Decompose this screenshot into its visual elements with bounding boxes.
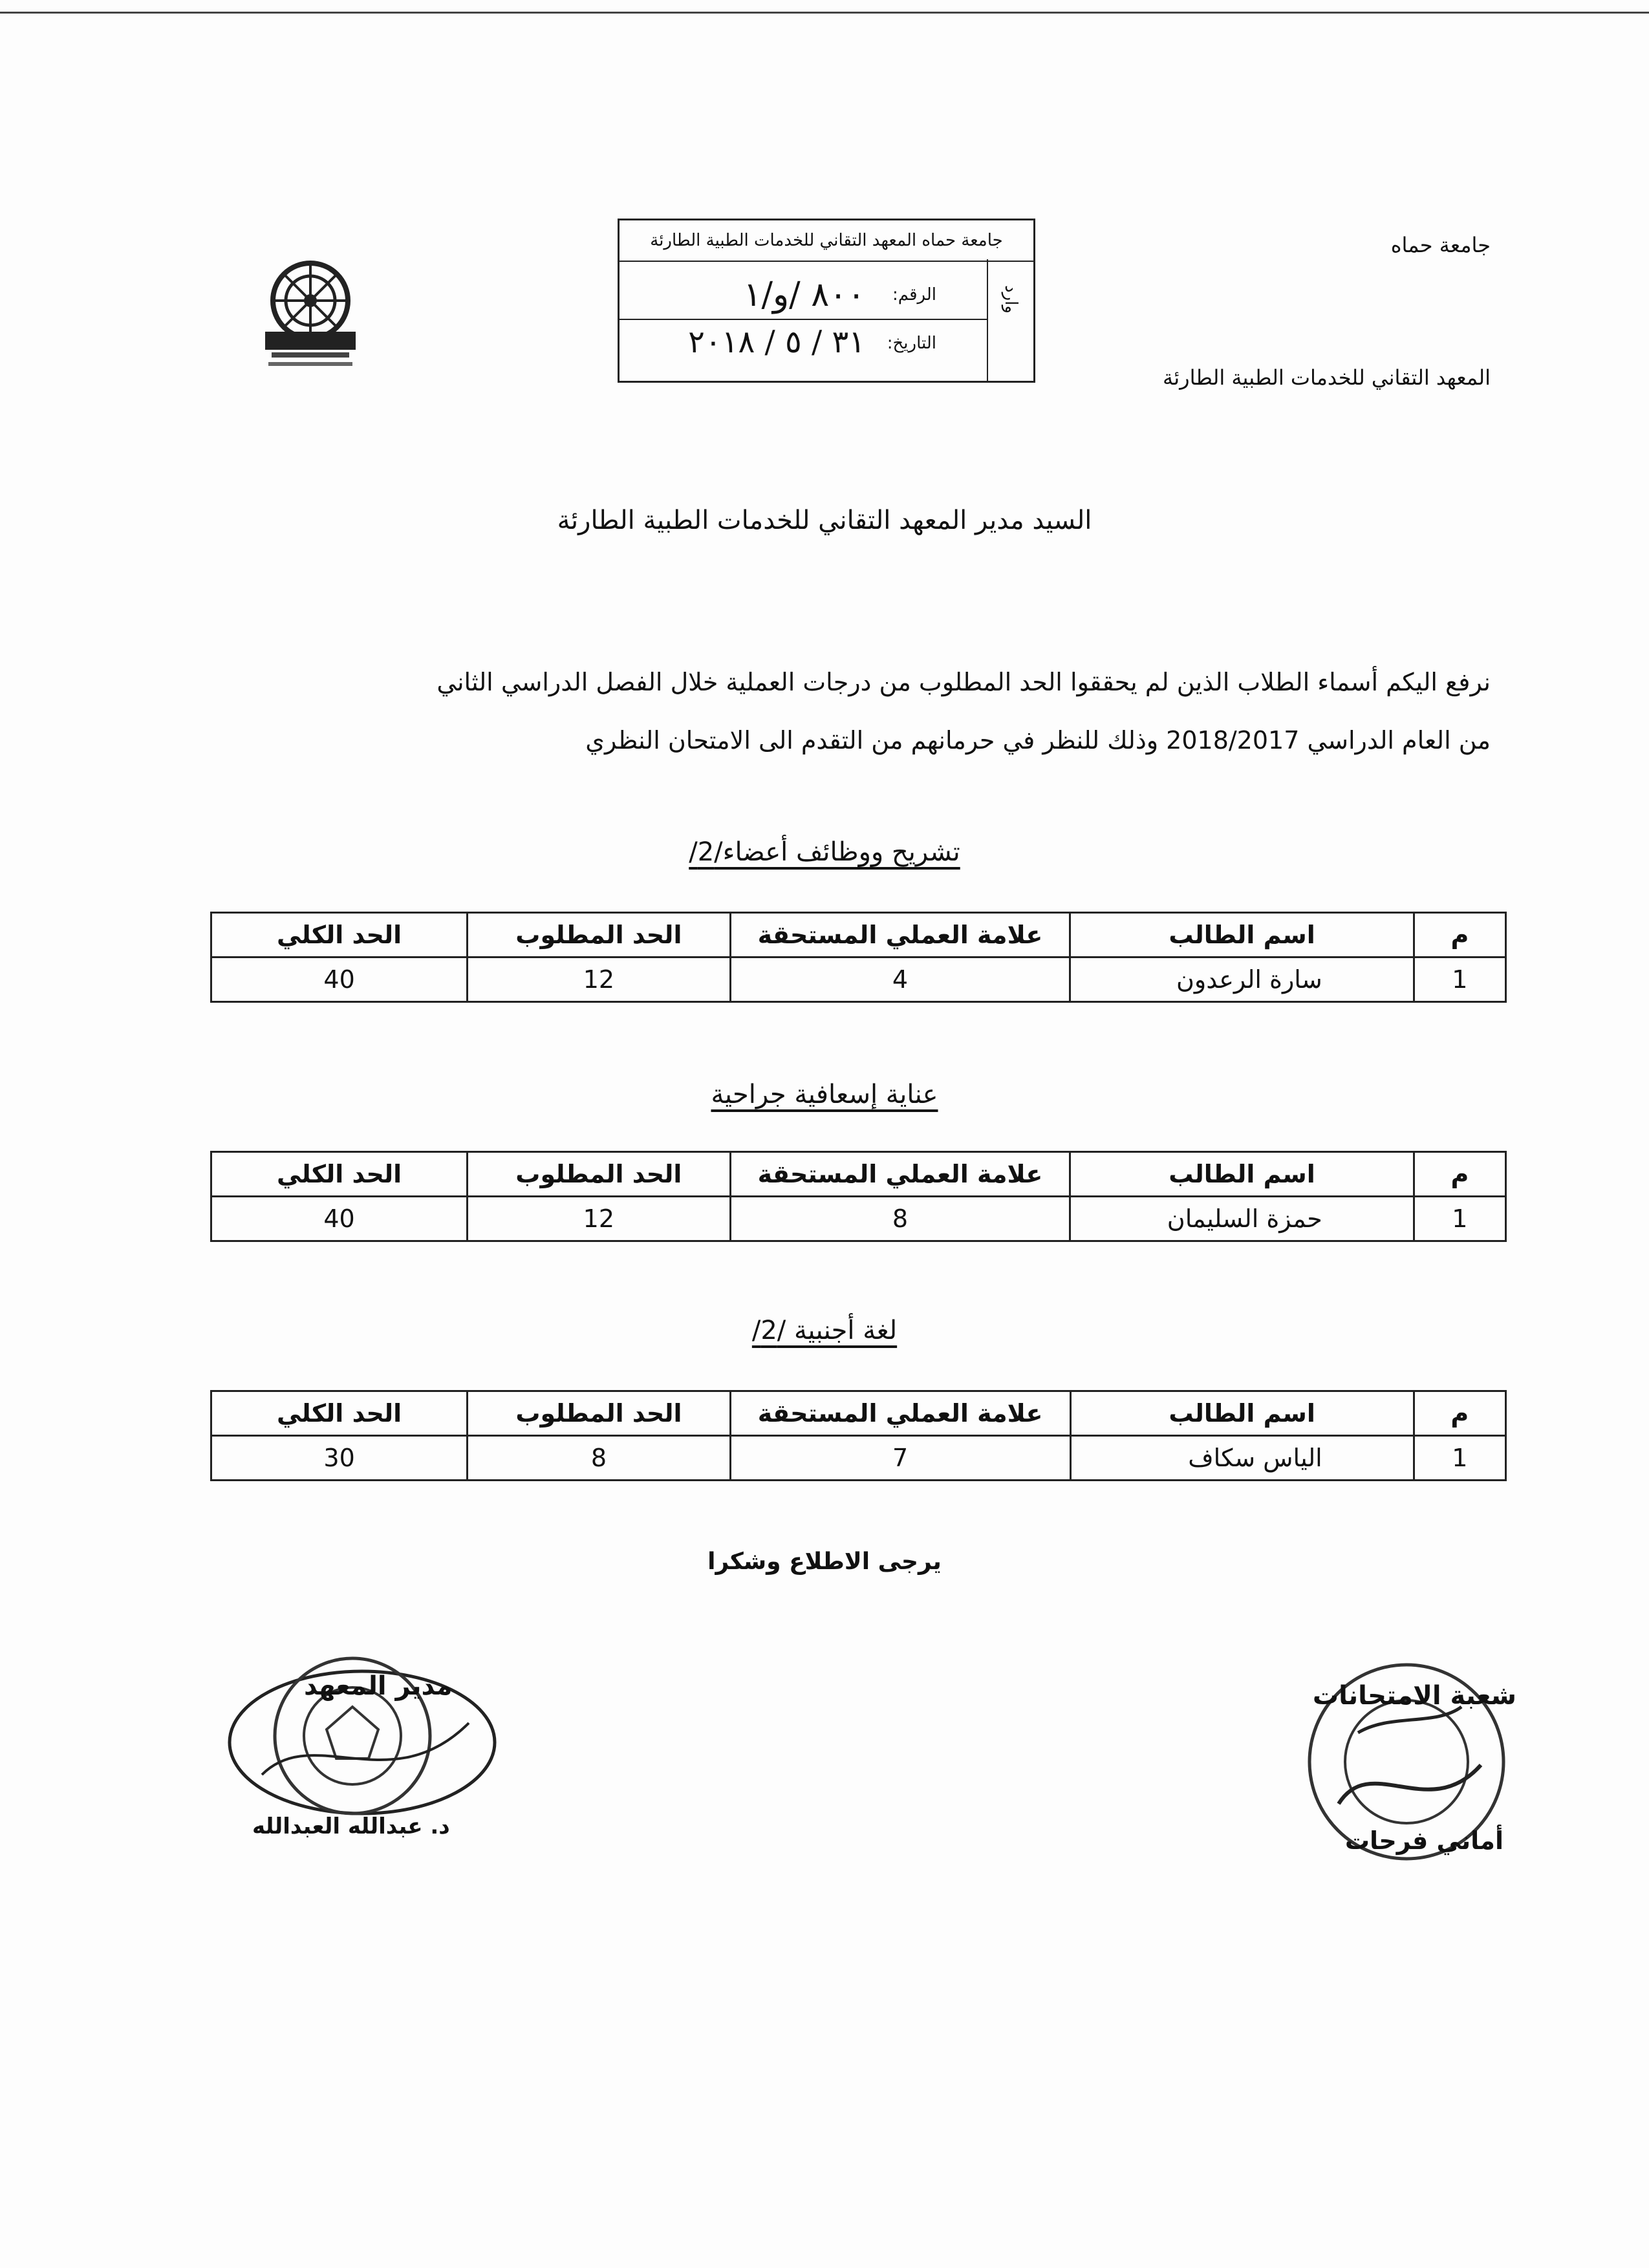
- closing-line: يرجى الاطلاع وشكرا: [707, 1548, 942, 1575]
- stamp-side-text: وارد: [1001, 285, 1020, 314]
- cell-mark: 7: [730, 1436, 1070, 1481]
- header-practical-mark: علامة العملي المستحقة: [730, 1152, 1070, 1197]
- cell-index: 1: [1414, 1436, 1505, 1481]
- header-student-name: اسم الطالب: [1070, 913, 1414, 957]
- incoming-reference-stamp: [618, 219, 1035, 383]
- right-signatory-title: شعبة الامتحانات: [1312, 1681, 1516, 1711]
- institute-name: المعهد التقاني للخدمات الطبية الطارئة: [1163, 365, 1491, 390]
- right-signatory-name: أماني فرحات: [1344, 1826, 1503, 1855]
- table-header-row: [211, 1152, 1506, 1197]
- cell-index: 1: [1414, 1197, 1505, 1241]
- section-title: تشريح ووظائف أعضاء/2/: [689, 837, 960, 867]
- stamp-separator: [620, 319, 988, 320]
- section-title: عناية إسعافية جراحية: [711, 1080, 938, 1109]
- cell-required: 12: [468, 957, 730, 1002]
- cell-student-name: حمزة السليمان: [1070, 1197, 1414, 1241]
- header-practical-mark: علامة العملي المستحقة: [730, 1391, 1070, 1436]
- header-practical-mark: علامة العملي المستحقة: [730, 913, 1070, 957]
- stamp-side-column: [987, 259, 1033, 381]
- table-row: [211, 1197, 1506, 1241]
- header-student-name: اسم الطالب: [1070, 1152, 1414, 1197]
- left-signatory-title: مدير المعهد: [304, 1671, 453, 1701]
- page-top-border: [0, 12, 1649, 14]
- table-header-row: [211, 1391, 1506, 1436]
- table-row: [211, 957, 1506, 1002]
- grades-table: [210, 1151, 1507, 1242]
- body-line-1: نرفع اليكم أسماء الطلاب الذين لم يحققوا الحد المطلوب من درجات العملية خلال الفصل الدراسي الثاني: [436, 668, 1491, 696]
- header-total: الحد الكلي: [211, 913, 468, 957]
- stamp-ref-value: ٨٠٠ /و/١: [743, 275, 865, 314]
- table-header-row: [211, 913, 1506, 957]
- header-total: الحد الكلي: [211, 1152, 468, 1197]
- body-paragraph: [165, 653, 1491, 769]
- cell-required: 8: [468, 1436, 731, 1481]
- cell-student-name: سارة الرعدون: [1070, 957, 1414, 1002]
- grades-table: [210, 912, 1507, 1003]
- university-name: جامعة حماه: [1390, 233, 1491, 257]
- stamp-date-value: ٣١ / ٥ / ٢٠١٨: [688, 324, 865, 360]
- stamp-header: جامعة حماه المعهد التقاني للخدمات الطبية الطارئة: [620, 220, 1033, 262]
- header-required-min: الحد المطلوب: [468, 1391, 731, 1436]
- header-index: م: [1414, 913, 1505, 957]
- header-index: م: [1414, 1152, 1505, 1197]
- cell-mark: 8: [730, 1197, 1070, 1241]
- cell-total: 40: [211, 957, 468, 1002]
- cell-total: 30: [211, 1436, 468, 1481]
- addressee: السيد مدير المعهد التقاني للخدمات الطبية الطارئة: [557, 506, 1092, 535]
- university-logo-icon: [259, 255, 362, 375]
- header-student-name: اسم الطالب: [1070, 1391, 1414, 1436]
- cell-required: 12: [468, 1197, 730, 1241]
- stamp-ref-label: الرقم:: [892, 285, 936, 305]
- left-signatory-name: د. عبدالله العبدالله: [252, 1813, 450, 1839]
- section-title: لغة أجنبية /2/: [751, 1316, 898, 1345]
- header-required-min: الحد المطلوب: [468, 913, 730, 957]
- cell-total: 40: [211, 1197, 468, 1241]
- header-index: م: [1414, 1391, 1505, 1436]
- header-total: الحد الكلي: [211, 1391, 468, 1436]
- cell-index: 1: [1414, 957, 1505, 1002]
- table-row: [211, 1436, 1506, 1481]
- body-line-2: من العام الدراسي 2018/2017 وذلك للنظر في حرمانهم من التقدم الى الامتحان النظري: [585, 726, 1491, 754]
- stamp-date-label: التاريخ:: [887, 334, 936, 353]
- grades-table: [210, 1390, 1507, 1481]
- header-required-min: الحد المطلوب: [468, 1152, 730, 1197]
- cell-mark: 4: [730, 957, 1070, 1002]
- cell-student-name: الياس سكاف: [1070, 1436, 1414, 1481]
